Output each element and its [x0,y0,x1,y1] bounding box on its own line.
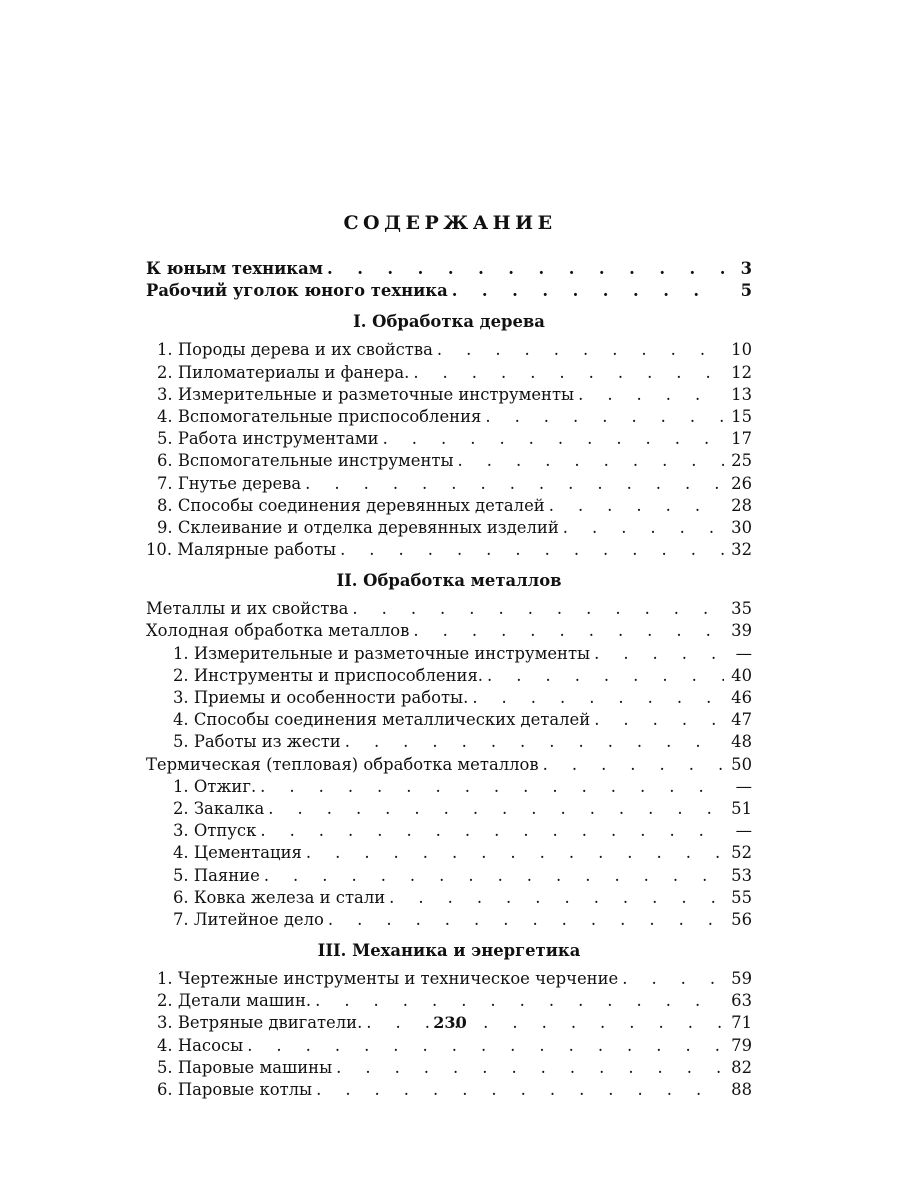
toc-entry [146,406,752,428]
toc-entry-title: Металлы и их свойства [146,599,349,619]
dot-leader [340,539,724,561]
toc-entry-title: 4. Способы соединения металлических деталей [173,710,591,730]
toc-entry-page: — [735,821,752,841]
toc-entry-page: 56 [731,909,752,929]
toc-entry-page: 48 [731,732,752,752]
toc-entry [146,258,752,280]
toc-entry-title: 1. Чертежные инструменты и техническое черчение [157,969,619,989]
dot-leader [352,598,724,620]
dot-leader [315,990,724,1012]
toc-entry [146,687,752,709]
toc-entry [146,990,752,1012]
toc-entry-page: — [735,776,752,796]
toc-entry-title: 6. Вспомогательные инструменты [157,451,454,471]
toc-entry [146,731,752,753]
toc-entry-page: 13 [731,384,752,404]
toc-entry-title: 2. Закалка [173,798,265,818]
toc-entry-title: 2. Пиломатериалы и фанера. [157,362,410,382]
dot-leader [268,798,724,820]
toc-entry [146,968,752,990]
toc-entry-title: Термическая (тепловая) обработка металлов [146,754,539,774]
dot-leader [260,820,724,842]
dot-leader [622,968,724,990]
toc-entry-title: 5. Паяние [173,865,260,885]
toc-entry [146,517,752,539]
dot-leader [327,258,724,280]
toc-entry-title: 3. Отпуск [173,821,257,841]
dot-leader [472,687,724,709]
toc-entry [146,820,752,842]
toc-entry [146,1079,752,1101]
toc-entry-title: 7. Гнутье дерева [157,473,302,493]
toc-entry-page: 50 [731,754,752,774]
toc-entry-page: 82 [731,1057,752,1077]
toc-entry-title: 1. Отжиг. [173,776,257,796]
toc-entry [146,598,752,620]
dot-leader [316,1079,724,1101]
toc-entry [146,776,752,798]
dot-leader [437,339,724,361]
dot-leader [305,473,724,495]
toc-entry-page: 30 [731,517,752,537]
dot-leader [336,1057,724,1079]
section-heading: II. Обработка металлов [336,571,562,591]
toc-entry-title: 4. Цементация [173,843,302,863]
toc-entry-page: 15 [731,406,752,426]
page-title: СОДЕРЖАНИЕ [343,212,557,234]
page-number: 230 [433,1013,467,1032]
toc-entry-title: 3. Измерительные и разметочные инструменты [157,384,575,404]
toc-entry-title: 2. Инструменты и приспособления. [173,665,484,685]
toc-entry [146,1057,752,1079]
dot-leader [413,620,724,642]
toc-entry [146,643,752,665]
toc-entry-page: 39 [731,621,752,641]
toc-entry-title: 3. Приемы и особенности работы. [173,688,469,707]
dot-leader [383,428,724,450]
dot-leader [594,709,724,731]
toc-entry-page: 25 [731,451,752,471]
toc-entry-title: 5. Работы из жести [173,732,341,752]
toc-entry-title: Рабочий уголок юного техника [146,281,448,301]
dot-leader [264,865,724,887]
section-heading: I. Обработка дерева [353,312,545,332]
dot-leader [549,495,724,517]
toc-entry-page: 35 [731,599,752,619]
toc-entry [146,1035,752,1057]
toc-entry-page: 88 [731,1080,752,1099]
dot-leader [487,665,724,687]
toc-entry-page: 59 [731,969,752,989]
toc-entry-page: 53 [731,865,752,885]
table-of-contents [146,258,752,1101]
dot-leader [578,384,724,406]
toc-entry-title: 6. Паровые котлы [157,1080,313,1099]
toc-entry [146,620,752,642]
toc-entry-page: 51 [731,798,752,818]
toc-entry-page: 17 [731,429,752,449]
toc-intro [146,258,752,302]
toc-sections [146,311,752,1101]
toc-entry [146,754,752,776]
toc-entry-title: 10. Малярные работы [146,540,337,560]
toc-entry [146,339,752,361]
dot-leader [543,754,724,776]
dot-leader [328,909,724,931]
toc-entry [146,842,752,864]
toc-entry-title: 9. Склеивание и отделка деревянных изделий [157,517,559,537]
toc-entry-title: 5. Паровые машины [157,1057,333,1077]
dot-leader [485,406,724,428]
toc-entry-page: 79 [731,1035,752,1055]
toc-entry-page: 3 [740,259,752,278]
toc-entry-title: 6. Ковка железа и стали [173,887,386,907]
toc-entry-title: 1. Породы дерева и их свойства [157,340,433,360]
toc-entry [146,798,752,820]
toc-entry [146,709,752,731]
toc-entry-title: 2. Детали машин. [157,991,312,1011]
toc-entry-title: 1. Измерительные и разметочные инструменты [173,643,591,663]
toc-entry-page: 52 [731,843,752,863]
dot-leader [345,731,724,753]
section-heading: III. Механика и энергетика [317,941,581,961]
toc-entry-page: 63 [731,991,752,1011]
toc-entry [146,887,752,909]
toc-entry-page: — [735,643,752,663]
toc-entry-title: 4. Насосы [157,1035,244,1055]
toc-entry-title: Холодная обработка металлов [146,621,410,641]
toc-entry-page: 10 [731,340,752,360]
dot-leader [413,362,724,384]
toc-entry-title: 7. Литейное дело [173,909,324,929]
toc-entry-page: 47 [731,710,752,730]
dot-leader [458,450,724,472]
dot-leader [389,887,724,909]
toc-entry [146,909,752,931]
toc-entry-title: 8. Способы соединения деревянных деталей [157,495,545,515]
toc-entry-page: 28 [731,495,752,515]
toc-entry [146,473,752,495]
toc-entry [146,428,752,450]
toc-entry-page: 32 [731,540,752,560]
toc-entry [146,280,752,302]
toc-entry [146,450,752,472]
toc-entry-page: 40 [731,665,752,685]
toc-entry-title: К юным техникам [146,259,323,278]
toc-entry-page: 46 [731,688,752,707]
toc-entry [146,384,752,406]
toc-entry-title: 3. Ветряные двигатели. [157,1013,363,1033]
toc-entry-page: 26 [731,473,752,493]
toc-entry-title: 5. Работа инструментами [157,429,379,449]
dot-leader [247,1035,724,1057]
toc-entry [146,362,752,384]
toc-entry [146,539,752,561]
dot-leader [452,280,724,302]
toc-entry-page: 5 [740,281,752,301]
toc-entry-page: 12 [731,362,752,382]
dot-leader [260,776,724,798]
toc-entry [146,495,752,517]
toc-entry [146,865,752,887]
toc-entry-title: 4. Вспомогательные приспособления [157,406,482,426]
toc-entry-page: 71 [731,1013,752,1033]
toc-entry [146,665,752,687]
dot-leader [594,643,724,665]
toc-entry-page: 55 [731,887,752,907]
dot-leader [563,517,724,539]
dot-leader [306,842,724,864]
